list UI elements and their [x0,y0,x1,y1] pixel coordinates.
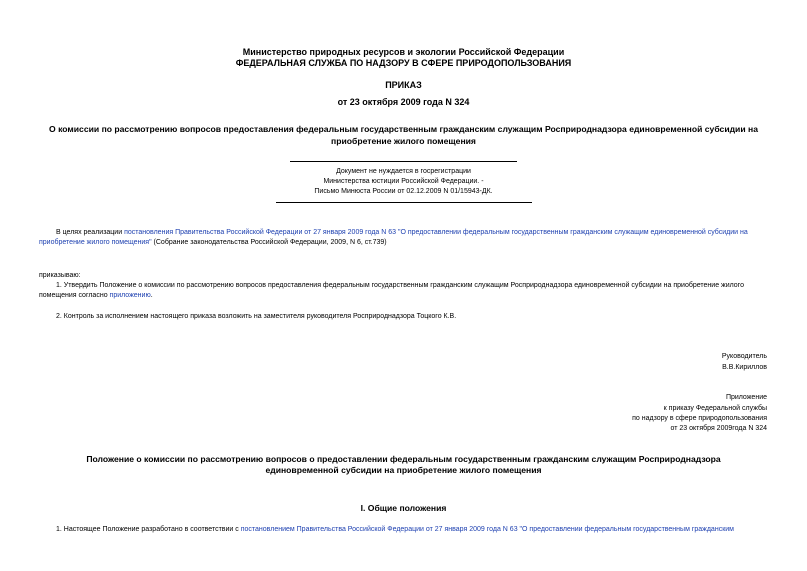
document-title-line2: приобретение жилого помещения [331,136,476,146]
appendix-note-line2: к приказу Федеральной службы [663,405,767,412]
para1-prefix: 1. Настоящее Положение разработано в соответствии с [56,526,241,533]
order-item1-line1: 1. Утвердить Положение о комиссии по рассмотрению вопросов предоставления федеральным государственным гражданским служащим Росприроднадзора единовременной субсидии на приобретение жилого [56,282,744,289]
registration-note-line3: Письмо Минюста России от 02.12.2009 N 01/15943-ДК. [314,188,493,195]
regulation-para1 [56,525,771,535]
registration-note-line1: Документ не нуждается в госрегистрации [336,168,471,175]
resolution-link-cont[interactable]: приобретение жилого помещения" [39,239,152,246]
para1-resolution-link[interactable]: постановлением Правительства Российской Федерации от 27 января 2009 года N 63 "О предоставлении федеральным государственным гражданским [240,526,734,533]
appendix-note-line3: по надзору в сфере природопользования [632,415,767,422]
ministry-name: Министерство природных ресурсов и экологии Российской Федерации [242,47,565,57]
appendix-note-line1: Приложение [725,394,767,401]
document-date: от 23 октября 2009 года N 324 [337,97,470,107]
service-name: ФЕДЕРАЛЬНАЯ СЛУЖБА ПО НАДЗОРУ В СФЕРЕ ПРИРОДОПОЛЬЗОВАНИЯ [235,58,572,68]
signature-position: Руководитель [721,353,767,360]
note-bottom-rule [276,202,532,203]
order-item1-line2 [39,291,153,301]
document-type: ПРИКАЗ [385,80,422,90]
preamble-prefix: В целях реализации [56,229,125,236]
resolution-link[interactable]: постановления Правительства Российской Федерации от 27 января 2009 года N 63 "О предоставлении федеральным государственным гражданским служащим единовременной субсидии на [124,229,748,236]
preamble-suffix: (Собрание законодательства Российской Федерации, 2009, N 6, ст.739) [151,239,387,246]
appendix-link[interactable]: приложению [109,292,151,299]
regulation-title-line1: Положение о комиссии по рассмотрению вопросов о предоставлении федеральным государственным гражданским служащим Росприроднадзора [86,454,721,464]
appendix-note-line4: от 23 октября 2009года N 324 [670,425,767,432]
order-prikazyvayu: приказываю: [39,272,81,279]
signature-name: В.В.Кириллов [722,364,767,371]
note-top-rule [290,161,517,162]
registration-note-line2: Министерства юстиции Российской Федерации. - [323,178,484,185]
regulation-title-line2: единовременной субсидии на приобретение жилого помещения [265,465,542,475]
order-item1-suffix: . [150,292,153,299]
preamble-line2 [39,238,771,248]
order-item1-prefix: помещения согласно [39,292,110,299]
order-item2: 2. Контроль за исполнением настоящего приказа возложить на заместителя руководителя Росприроднадзора Тоцкого К.В. [56,313,457,320]
document-title-line1: О комиссии по рассмотрению вопросов предоставления федеральным государственным гражданским служащим Росприроднадзора единовременной субсидии на [49,124,758,134]
preamble-line1 [56,228,771,238]
section-heading: I. Общие положения [360,503,447,513]
